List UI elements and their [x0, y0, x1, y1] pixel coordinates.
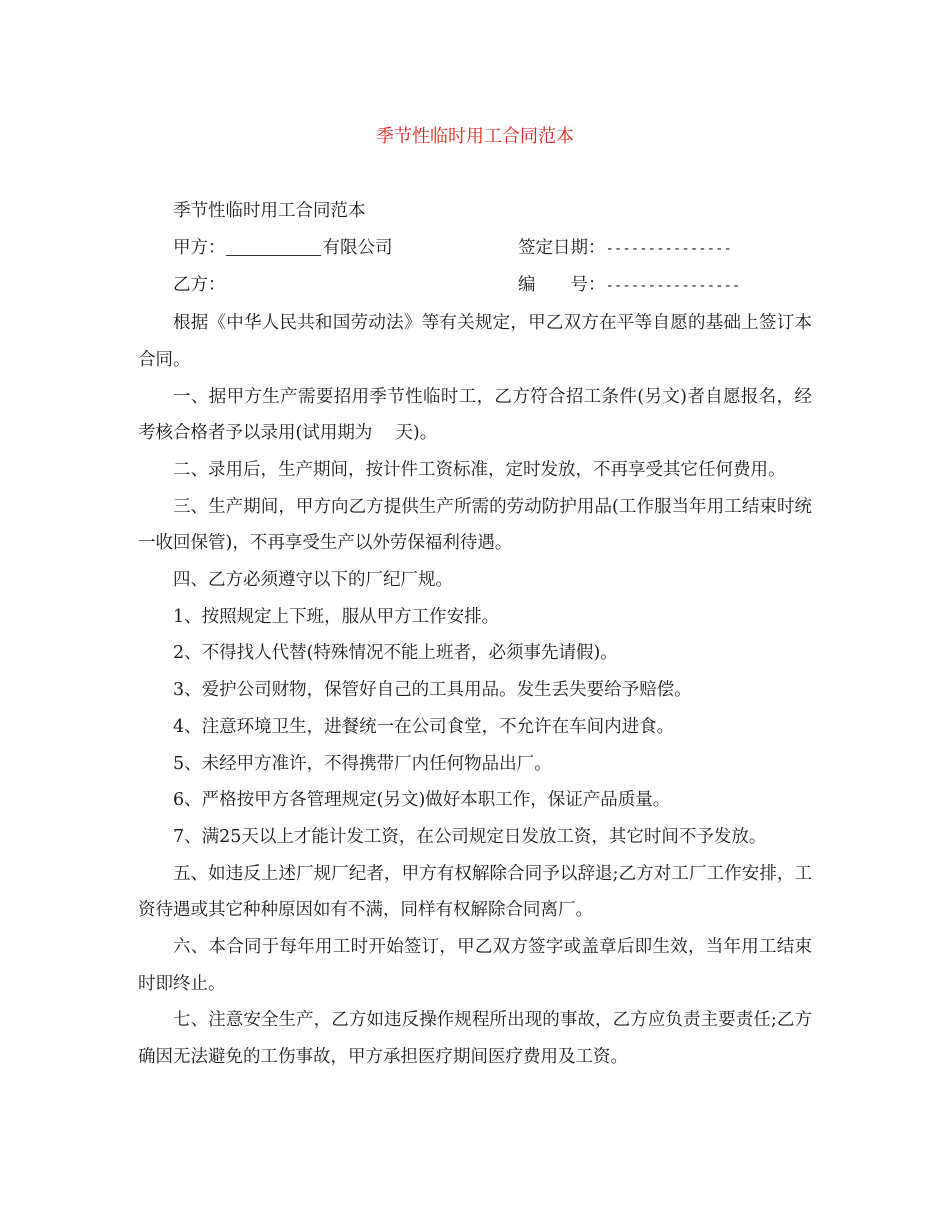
sign-date-field [518, 230, 732, 268]
party-b-label: 乙方： [173, 275, 226, 296]
paragraph: 3、爱护公司财物，保管好自己的工具用品。发生丢失要给予赔偿。 [173, 680, 692, 701]
party-b-row [138, 267, 812, 305]
paragraph: 七、注意安全生产，乙方如违反操作规程所出现的事故，乙方应负责主要责任;乙方确因无法避免的工伤事故，甲方承担医疗期间医疗费用及工资。 [138, 1010, 812, 1068]
party-a-blank [226, 237, 321, 256]
paragraph: 三、生产期间，甲方向乙方提供生产所需的劳动防护用品(工作服当年用工结束时统一收回保管)，不再享受生产以外劳保福利待遇。 [138, 496, 812, 554]
number-value: ---------------- [605, 278, 741, 295]
document-body [138, 193, 812, 1076]
paragraph: 7、满25天以上才能计发工资，在公司规定日发放工资，其它时间不予发放。 [173, 826, 767, 847]
paragraph: 4、注意环境卫生，进餐统一在公司食堂，不允许在车间内进食。 [173, 716, 675, 737]
party-a-label: 甲方： [173, 237, 226, 258]
number-label: 编 号： [518, 275, 606, 296]
sign-date-label: 签定日期： [518, 237, 606, 258]
paragraph: 1、按照规定上下班，服从甲方工作安排。 [173, 606, 500, 627]
party-b-field [138, 267, 518, 305]
paragraph: 一、据甲方生产需要招用季节性临时工，乙方符合招工条件(另文)者自愿报名，经考核合格者予以录用(试用期为 天)。 [138, 386, 812, 444]
party-a-row [138, 230, 812, 268]
paragraph: 根据《中华人民共和国劳动法》等有关规定，甲乙双方在平等自愿的基础上签订本合同。 [138, 313, 812, 370]
paragraph: 2、不得找人代替(特殊情况不能上班者，必须事先请假)。 [173, 643, 618, 664]
paragraph: 5、未经甲方准许，不得携带厂内任何物品出厂。 [173, 753, 552, 774]
paragraph: 五、如违反上述厂规厂纪者，甲方有权解除合同予以辞退;乙方对工厂工作安排，工资待遇或其它种种原因如有不满，同样有权解除合同离厂。 [138, 863, 812, 921]
paragraph: 六、本合同于每年用工时开始签订，甲乙双方签字或盖章后即生效，当年用工结束时即终止。 [138, 937, 812, 994]
number-field [518, 267, 740, 305]
party-a-field [138, 230, 518, 268]
paragraph: 6、严格按甲方各管理规定(另文)做好本职工作，保证产品质量。 [173, 790, 671, 811]
document-title: 季节性临时用工合同范本 [376, 126, 574, 147]
paragraph: 二、录用后，生产期间，按计件工资标准，定时发放，不再享受其它任何费用。 [173, 459, 786, 480]
paragraph: 四、乙方必须遵守以下的厂纪厂规。 [173, 570, 453, 591]
document-subtitle: 季节性临时用工合同范本 [173, 201, 366, 221]
sign-date-value: --------------- [605, 240, 732, 257]
party-a-suffix: 有限公司 [322, 237, 393, 258]
